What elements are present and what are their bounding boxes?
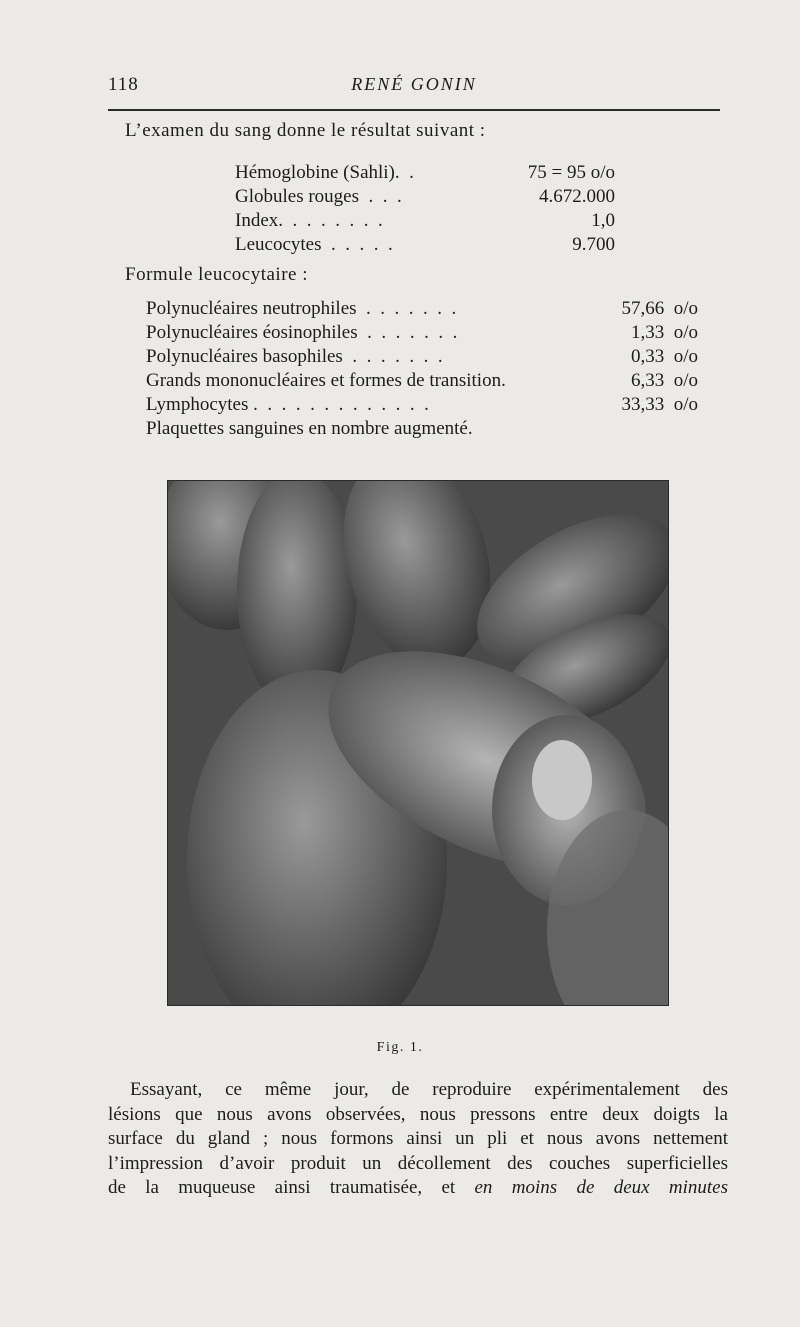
formula-row — [146, 369, 698, 393]
page-header — [108, 74, 720, 98]
blood-result-value: 9.700 — [572, 234, 615, 255]
formula-value: 6,33 o/o — [630, 370, 698, 391]
intro-sentence: L’examen du sang donne le résultat suivant : — [125, 120, 486, 141]
running-title: RENÉ GONIN — [351, 74, 477, 94]
page-number: 118 — [108, 74, 139, 95]
body-line: Essayant, ce même jour, de reproduire expérimentalement des — [130, 1079, 728, 1100]
formula-value: 1,33 o/o — [630, 322, 698, 343]
blood-result-value: 1,0 — [591, 210, 615, 231]
formula-value: 57,66 o/o — [621, 298, 698, 319]
body-line: lésions que nous avons observées, nous pressons entre deux doigts la — [108, 1103, 728, 1125]
body-text-italic: en moins de deux minutes — [474, 1177, 728, 1198]
formula-label: Lymphocytes . . . . . . . . . . . . . — [146, 394, 429, 415]
figure-caption: Fig. 1. — [376, 1040, 424, 1055]
leucocyte-formula-table — [146, 297, 698, 441]
blood-result-row — [235, 209, 615, 233]
formula-row — [146, 417, 698, 441]
formula-row — [146, 321, 698, 345]
photograph-shading — [167, 480, 669, 1006]
formula-label: Polynucléaires éosinophiles . . . . . . . — [146, 322, 458, 343]
formula-title: Formule leucocytaire : — [125, 264, 308, 285]
header-rule — [108, 109, 720, 111]
blood-result-row — [235, 185, 615, 209]
formula-value: 33,33 o/o — [621, 394, 698, 415]
blood-result-label: Index. . . . . . . . — [235, 210, 383, 231]
blood-results-table — [235, 161, 615, 257]
body-line: surface du gland ; nous formons ainsi un pli et nous avons nettement — [108, 1128, 728, 1149]
formula-row — [146, 393, 698, 417]
blood-result-value: 4.672.000 — [539, 186, 615, 207]
blood-result-label: Leucocytes . . . . . — [235, 234, 393, 255]
blood-result-value: 75 = 95 o/o — [527, 162, 615, 183]
formula-label: Polynucléaires basophiles . . . . . . . — [146, 346, 443, 367]
formula-label: Grands mononucléaires et formes de transition. — [146, 370, 506, 391]
body-line-last — [108, 1176, 728, 1201]
formula-label: Plaquettes sanguines en nombre augmenté. — [146, 418, 473, 439]
body-paragraph — [108, 1078, 728, 1201]
formula-row — [146, 297, 698, 321]
blood-result-label: Hémoglobine (Sahli). . — [235, 162, 414, 183]
body-text-plain: de la muqueuse ainsi traumatisée, et — [108, 1177, 475, 1198]
formula-value: 0,33 o/o — [630, 346, 698, 367]
formula-label: Polynucléaires neutrophiles . . . . . . . — [146, 298, 457, 319]
body-line: l’impression d’avoir produit un décollement des couches superficielles — [108, 1152, 728, 1174]
blood-result-row — [235, 233, 615, 257]
formula-row — [146, 345, 698, 369]
clinical-photograph — [167, 480, 669, 1006]
blood-result-label: Globules rouges . . . — [235, 186, 402, 207]
blood-result-row — [235, 161, 615, 185]
